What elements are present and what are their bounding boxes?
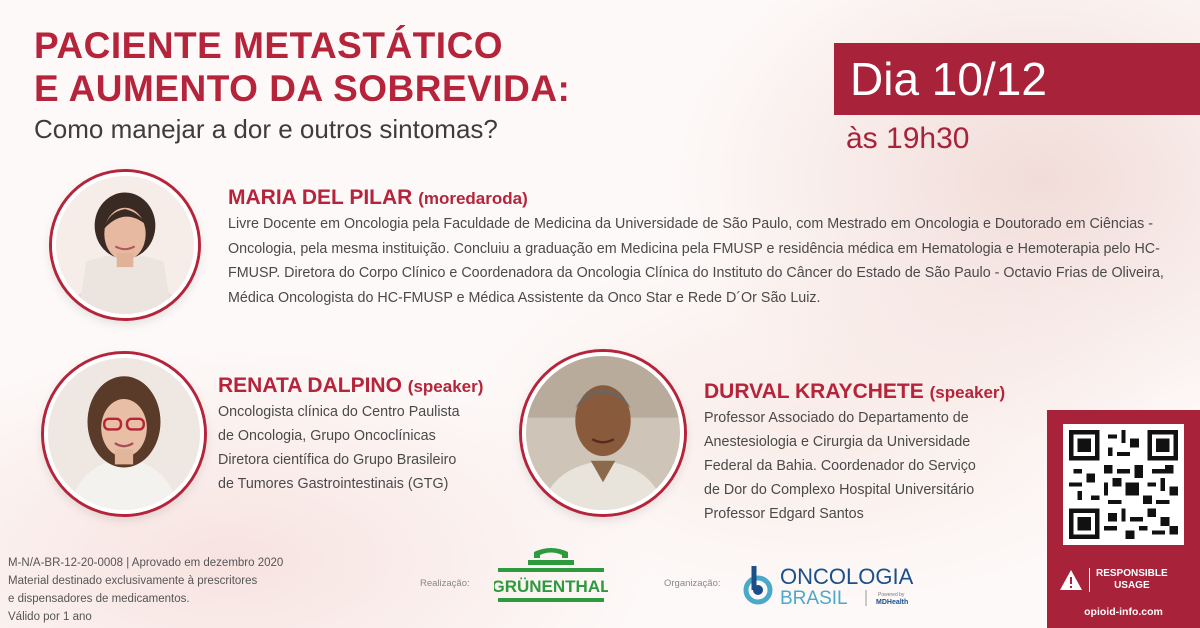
legal-note xyxy=(8,554,283,626)
mdhealth-wordmark: MDHealth xyxy=(876,599,909,606)
realizacao-label: Realização: xyxy=(420,578,470,589)
qr-code[interactable] xyxy=(1063,424,1184,545)
organizacao-label: Organização: xyxy=(664,578,721,589)
speaker-role: (speaker) xyxy=(407,377,484,396)
bio-line: Oncologista clínica do Centro Paulista xyxy=(218,404,460,420)
bio-line: Anestesiologia e Cirurgia da Universidade xyxy=(704,434,971,450)
portrait-woman-icon xyxy=(56,176,194,314)
date-banner: Dia 10/12 xyxy=(834,43,1200,115)
speaker-name-text: MARIA DEL PILAR xyxy=(228,186,413,209)
bio-line: de Dor do Complexo Hospital Universitário xyxy=(704,482,975,498)
legal-line: e dispensadores de medicamentos. xyxy=(8,593,190,605)
bio-line: de Tumores Gastrointestinais (GTG) xyxy=(218,476,449,492)
bio-line: Professor Associado do Departamento de xyxy=(704,410,969,426)
bio-line: Federal da Bahia. Coordenador do Serviço xyxy=(704,458,976,474)
avatar-maria-del-pilar xyxy=(52,172,198,318)
speaker-role: (speaker) xyxy=(929,383,1006,402)
oncologia-brasil-logo-icon xyxy=(740,560,940,610)
portrait-woman-glasses-icon xyxy=(48,358,200,510)
speaker-name-text: DURVAL KRAYCHETE xyxy=(704,380,924,403)
speaker-name-text: RENATA DALPINO xyxy=(218,374,402,397)
avatar-renata-dalpino xyxy=(44,354,204,514)
speaker-maria-del-pilar xyxy=(228,186,1178,310)
qr-code-icon xyxy=(1069,430,1178,539)
title-line-1: PACIENTE METASTÁTICO xyxy=(34,25,504,66)
title-line-2: E AUMENTO DA SOBREVIDA: xyxy=(34,68,571,109)
speaker-bio xyxy=(218,400,508,496)
bio-line: Diretora científica do Grupo Brasileiro xyxy=(218,452,457,468)
avatar-durval-kraychete xyxy=(522,352,684,514)
speaker-bio: Livre Docente em Oncologia pela Faculdade de Medicina da Universidade de São Paulo, com Mestrado em Oncologia e Doutorado em Ciências - Oncologia, pela mesma instituição. Concluiu a graduação em Medicina pela FMUSP e residência médica em Hematologia e Hemoterapia pelo HC-FMUSP. Diretora do Corpo Clínico e Coordenadora da Oncologia Clínica do Instituto do Câncer do Estado de São Paulo - Octavio Frias de Oliveira, Médica Oncologista do HC-FMUSP e Médica Assistente da Onco Star e Rede D´Or São Luiz. xyxy=(228,216,1164,306)
speaker-role: (moredaroda) xyxy=(418,189,528,208)
grunenthal-logo xyxy=(494,548,608,606)
legal-line: Válido por 1 ano xyxy=(8,611,92,623)
event-time: às 19h30 xyxy=(846,122,970,155)
portrait-man-icon xyxy=(526,356,680,510)
legal-line: M-N/A-BR-12-20-0008 | Aprovado em dezembro 2020 xyxy=(8,557,284,569)
usage-line: USAGE xyxy=(1114,580,1150,591)
bio-line: de Oncologia, Grupo Oncoclínicas xyxy=(218,428,436,444)
speaker-name xyxy=(704,380,1024,404)
oncologia-brasil-logo xyxy=(740,560,940,610)
brasil-wordmark: BRASIL xyxy=(780,588,848,609)
qr-panel xyxy=(1047,410,1200,628)
powered-by-text: Powered by xyxy=(878,592,905,598)
speaker-name xyxy=(228,186,1178,210)
responsible-usage-badge xyxy=(1059,568,1168,592)
warning-triangle-icon xyxy=(1059,569,1083,591)
event-subtitle: Como manejar a dor e outros sintomas? xyxy=(34,114,498,144)
speaker-durval-kraychete xyxy=(704,380,1024,526)
oncologia-wordmark: ONCOLOGIA xyxy=(780,564,914,589)
grunenthal-wordmark: GRÜNENTHAL xyxy=(494,577,608,596)
speaker-name xyxy=(218,374,508,398)
bio-line: Professor Edgard Santos xyxy=(704,506,864,522)
responsible-line: RESPONSIBLE xyxy=(1096,568,1168,579)
responsible-usage-text xyxy=(1089,568,1168,592)
grunenthal-logo-icon xyxy=(494,548,608,606)
event-title xyxy=(34,24,570,110)
speaker-bio xyxy=(704,406,1024,526)
opioid-info-link[interactable]: opioid-info.com xyxy=(1084,606,1163,618)
speaker-renata-dalpino xyxy=(218,374,508,496)
legal-line: Material destinado exclusivamente à prescritores xyxy=(8,575,258,587)
